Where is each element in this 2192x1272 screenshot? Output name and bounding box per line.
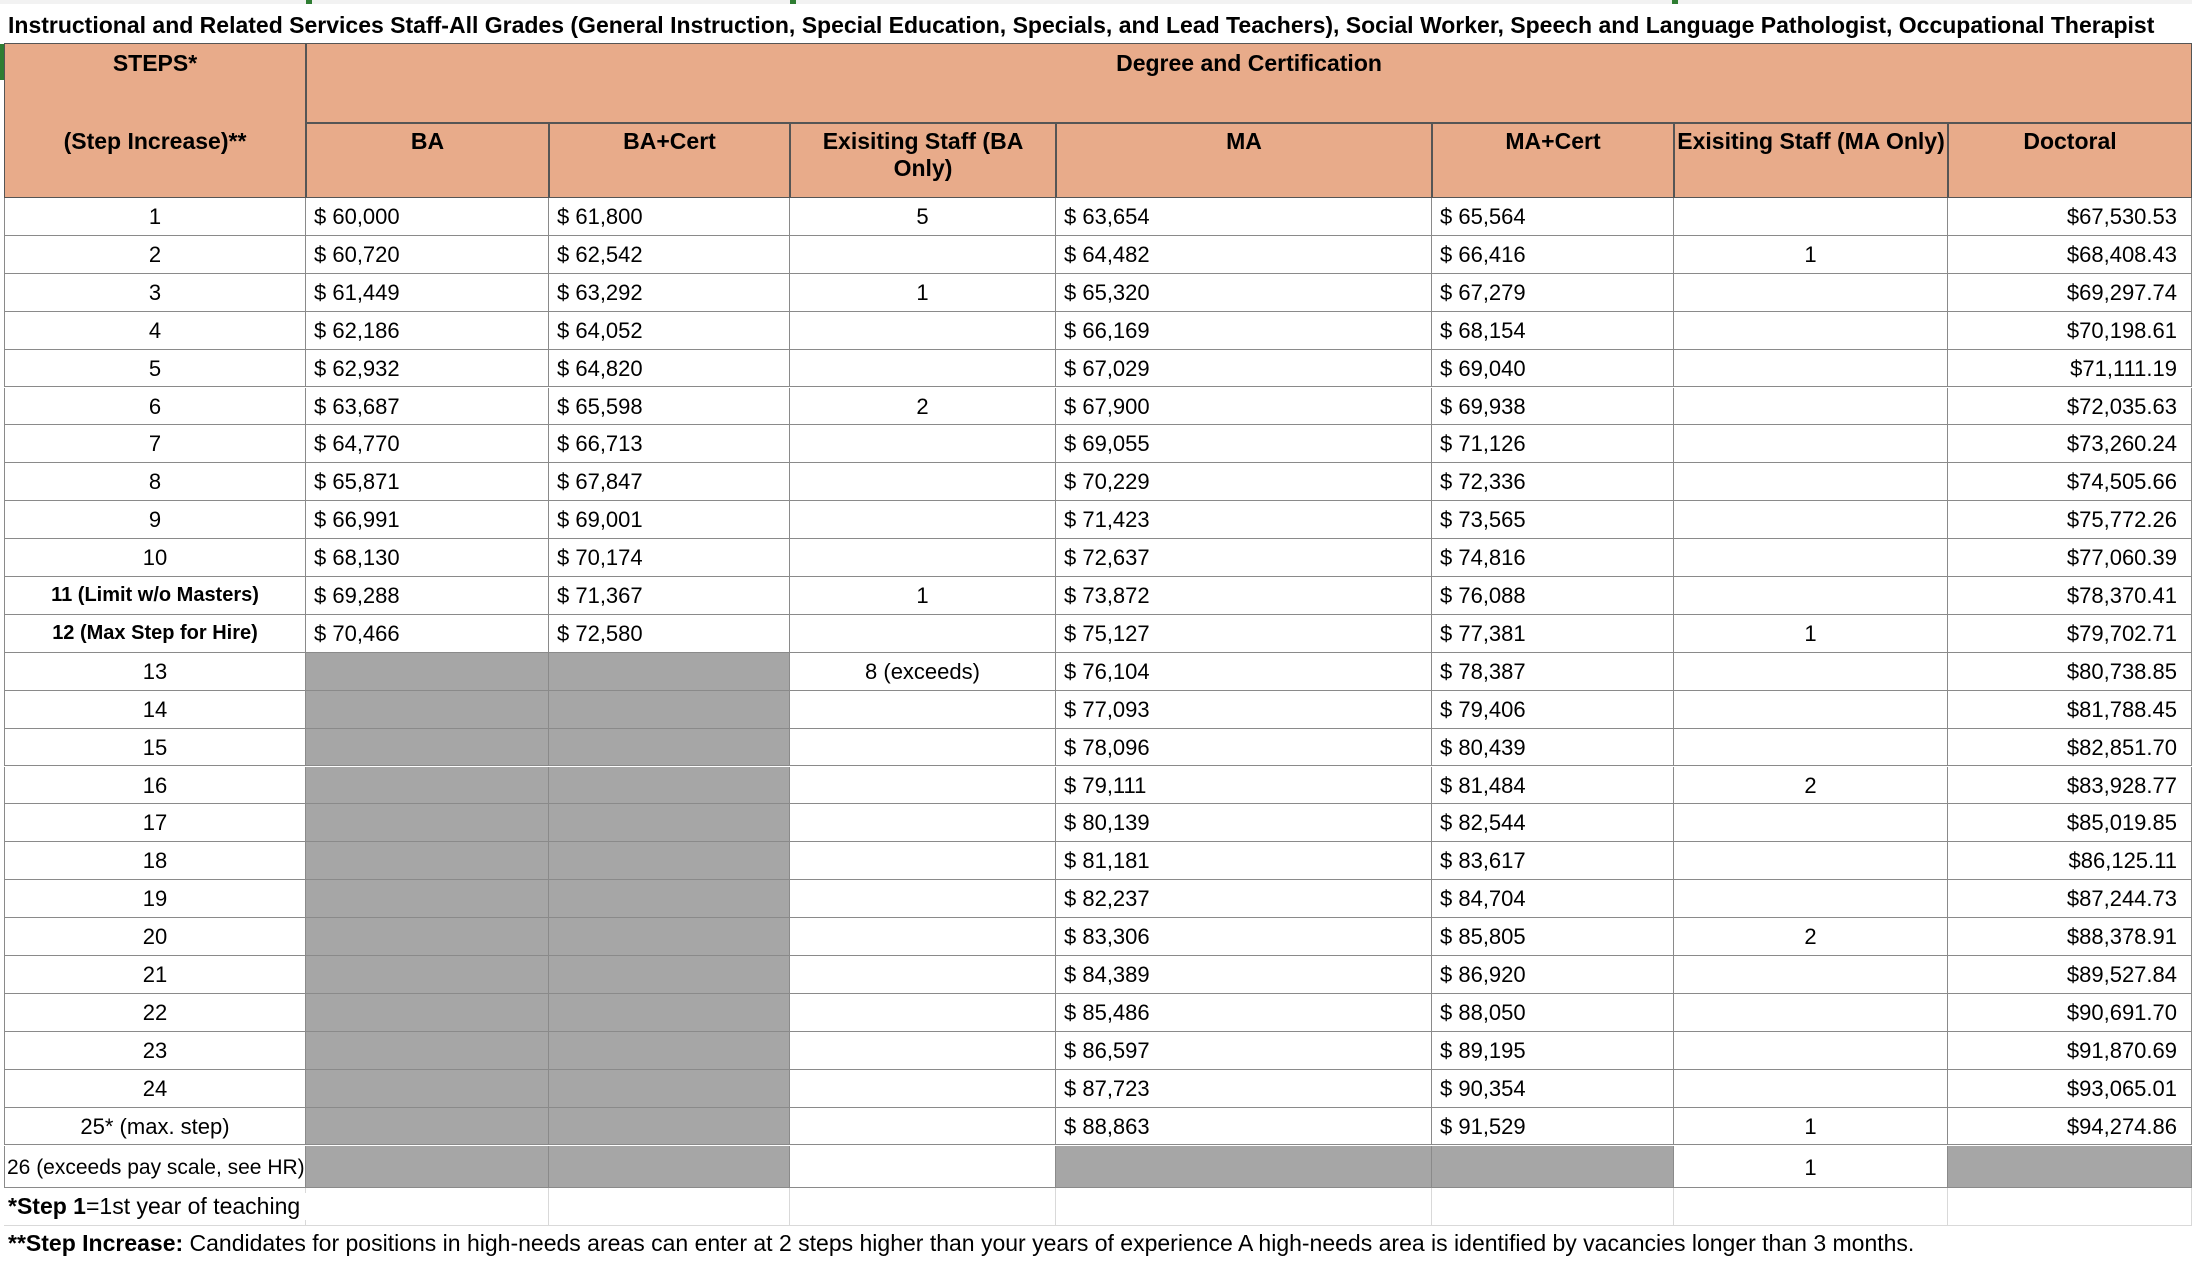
ba-cert-cell[interactable]: $ 64,820 xyxy=(549,350,790,388)
ba-cert-cell[interactable]: $ 69,001 xyxy=(549,501,790,539)
ma-cert-cell[interactable]: $ 73,565 xyxy=(1432,501,1674,539)
ma-cert-cell[interactable]: $ 72,336 xyxy=(1432,463,1674,501)
header-ba-cert[interactable]: BA+Cert xyxy=(549,123,790,198)
ba-cell[interactable] xyxy=(306,994,549,1032)
doctoral-cell[interactable]: $69,297.74 xyxy=(1948,274,2192,312)
existing-staff-ma-cell[interactable] xyxy=(1674,691,1948,729)
ba-cell[interactable] xyxy=(306,729,549,767)
existing-staff-ma-cell[interactable]: 1 xyxy=(1674,1108,1948,1146)
doctoral-cell[interactable]: $68,408.43 xyxy=(1948,236,2192,274)
note-step-increase-text: Candidates for positions in high-needs areas can enter at 2 steps higher than your years of experience A high-needs area is identified by vacancies longer than 3 months. xyxy=(183,1229,1915,1256)
step-cell[interactable]: 6 xyxy=(4,388,306,426)
ba-cell[interactable]: $ 68,130 xyxy=(306,539,549,577)
existing-staff-ma-cell[interactable] xyxy=(1674,729,1948,767)
doctoral-cell[interactable]: $80,738.85 xyxy=(1948,653,2192,691)
ma-cell[interactable]: $ 83,306 xyxy=(1056,918,1432,956)
existing-staff-ba-cell[interactable] xyxy=(790,1146,1056,1188)
step-cell[interactable]: 8 xyxy=(4,463,306,501)
ma-cell[interactable]: $ 76,104 xyxy=(1056,653,1432,691)
doctoral-cell[interactable]: $82,851.70 xyxy=(1948,729,2192,767)
header-existing-staff-ma[interactable]: Exisiting Staff (MA Only) xyxy=(1674,123,1948,198)
existing-staff-ba-cell[interactable]: 5 xyxy=(790,198,1056,236)
ba-cell[interactable] xyxy=(306,804,549,842)
ba-cert-cell[interactable]: $ 65,598 xyxy=(549,388,790,426)
existing-staff-ba-cell[interactable]: 1 xyxy=(790,577,1056,615)
existing-staff-ba-cell[interactable] xyxy=(790,691,1056,729)
existing-staff-ma-cell[interactable] xyxy=(1674,1032,1948,1070)
doctoral-cell[interactable] xyxy=(1948,1146,2192,1188)
ma-cell[interactable]: $ 64,482 xyxy=(1056,236,1432,274)
header-ba[interactable]: BA xyxy=(306,123,549,198)
ma-cert-cell[interactable]: $ 80,439 xyxy=(1432,729,1674,767)
step-cell[interactable]: 10 xyxy=(4,539,306,577)
ba-cell[interactable]: $ 63,687 xyxy=(306,388,549,426)
ba-cert-cell[interactable] xyxy=(549,1146,790,1188)
ma-cell[interactable]: $ 67,029 xyxy=(1056,350,1432,388)
ma-cert-cell[interactable]: $ 69,040 xyxy=(1432,350,1674,388)
ma-cell[interactable]: $ 75,127 xyxy=(1056,615,1432,653)
ma-cell[interactable]: $ 79,111 xyxy=(1056,767,1432,805)
ma-cert-cell[interactable]: $ 67,279 xyxy=(1432,274,1674,312)
note-step-increase-label: **Step Increase: xyxy=(8,1229,184,1256)
steps-header[interactable] xyxy=(4,43,306,198)
existing-staff-ba-cell[interactable] xyxy=(790,350,1056,388)
step-cell[interactable]: 13 xyxy=(4,653,306,691)
step-cell[interactable]: 18 xyxy=(4,842,306,880)
existing-staff-ma-cell[interactable] xyxy=(1674,388,1948,426)
existing-staff-ba-cell[interactable] xyxy=(790,918,1056,956)
existing-staff-ma-cell[interactable] xyxy=(1674,994,1948,1032)
ba-cert-cell[interactable] xyxy=(549,1108,790,1146)
note-step-1-text: =1st year of teaching xyxy=(85,1192,301,1219)
step-cell[interactable]: 3 xyxy=(4,274,306,312)
steps-label: STEPS* xyxy=(112,50,198,76)
ma-cell[interactable]: $ 85,486 xyxy=(1056,994,1432,1032)
doctoral-cell[interactable]: $94,274.86 xyxy=(1948,1108,2192,1146)
ba-cert-cell[interactable] xyxy=(549,842,790,880)
doctoral-cell[interactable]: $77,060.39 xyxy=(1948,539,2192,577)
ma-cell[interactable]: $ 69,055 xyxy=(1056,425,1432,463)
ba-cell[interactable] xyxy=(306,1070,549,1108)
existing-staff-ma-cell[interactable] xyxy=(1674,653,1948,691)
selected-column-marker xyxy=(1672,0,1678,4)
existing-staff-ba-cell[interactable] xyxy=(790,1070,1056,1108)
ma-cert-cell[interactable]: $ 79,406 xyxy=(1432,691,1674,729)
ma-cert-cell[interactable]: $ 65,564 xyxy=(1432,198,1674,236)
existing-staff-ba-cell[interactable] xyxy=(790,956,1056,994)
ma-cert-cell[interactable]: $ 84,704 xyxy=(1432,880,1674,918)
ba-cell[interactable]: $ 62,186 xyxy=(306,312,549,350)
note-step-increase[interactable] xyxy=(8,1230,1914,1257)
ma-cert-cell[interactable]: $ 81,484 xyxy=(1432,767,1674,805)
step-cell[interactable]: 14 xyxy=(4,691,306,729)
existing-staff-ma-cell[interactable]: 2 xyxy=(1674,767,1948,805)
existing-staff-ba-cell[interactable] xyxy=(790,880,1056,918)
ma-cell[interactable]: $ 72,637 xyxy=(1056,539,1432,577)
header-ma-cert[interactable]: MA+Cert xyxy=(1432,123,1674,198)
ba-cert-cell[interactable]: $ 62,542 xyxy=(549,236,790,274)
ma-cert-cell[interactable]: $ 85,805 xyxy=(1432,918,1674,956)
ma-cell[interactable]: $ 88,863 xyxy=(1056,1108,1432,1146)
ba-cell[interactable]: $ 60,720 xyxy=(306,236,549,274)
step-cell[interactable]: 9 xyxy=(4,501,306,539)
ba-cell[interactable] xyxy=(306,956,549,994)
existing-staff-ba-cell[interactable] xyxy=(790,729,1056,767)
ma-cert-cell[interactable]: $ 69,938 xyxy=(1432,388,1674,426)
ma-cert-cell[interactable]: $ 91,529 xyxy=(1432,1108,1674,1146)
degree-certification-header[interactable]: Degree and Certification xyxy=(306,43,2192,123)
ma-cell[interactable]: $ 63,654 xyxy=(1056,198,1432,236)
existing-staff-ba-cell[interactable] xyxy=(790,804,1056,842)
ba-cert-cell[interactable]: $ 64,052 xyxy=(549,312,790,350)
ma-cell[interactable]: $ 82,237 xyxy=(1056,880,1432,918)
ba-cell[interactable] xyxy=(306,918,549,956)
footer-grid-cell xyxy=(790,1188,1056,1226)
existing-staff-ba-cell[interactable] xyxy=(790,767,1056,805)
step-cell[interactable]: 16 xyxy=(4,767,306,805)
step-increase-label: (Step Increase)** xyxy=(63,128,247,154)
doctoral-cell[interactable]: $90,691.70 xyxy=(1948,994,2192,1032)
existing-staff-ba-cell[interactable] xyxy=(790,1108,1056,1146)
ba-cert-cell[interactable] xyxy=(549,994,790,1032)
doctoral-cell[interactable]: $93,065.01 xyxy=(1948,1070,2192,1108)
selected-column-marker xyxy=(790,0,796,4)
ba-cert-cell[interactable] xyxy=(549,729,790,767)
existing-staff-ma-cell[interactable] xyxy=(1674,880,1948,918)
doctoral-cell[interactable]: $70,198.61 xyxy=(1948,312,2192,350)
ba-cert-cell[interactable]: $ 67,847 xyxy=(549,463,790,501)
ma-cert-cell[interactable]: $ 71,126 xyxy=(1432,425,1674,463)
ba-cell[interactable] xyxy=(306,880,549,918)
ma-cert-cell[interactable]: $ 88,050 xyxy=(1432,994,1674,1032)
ba-cell[interactable]: $ 69,288 xyxy=(306,577,549,615)
existing-staff-ma-cell[interactable] xyxy=(1674,312,1948,350)
step-cell[interactable]: 7 xyxy=(4,425,306,463)
existing-staff-ba-cell[interactable] xyxy=(790,312,1056,350)
doctoral-cell[interactable]: $72,035.63 xyxy=(1948,388,2192,426)
ma-cert-cell[interactable]: $ 68,154 xyxy=(1432,312,1674,350)
existing-staff-ma-cell[interactable]: 1 xyxy=(1674,1146,1948,1188)
step-cell[interactable]: 22 xyxy=(4,994,306,1032)
doctoral-cell[interactable]: $87,244.73 xyxy=(1948,880,2192,918)
step-cell[interactable]: 1 xyxy=(4,198,306,236)
doctoral-cell[interactable]: $74,505.66 xyxy=(1948,463,2192,501)
step-cell[interactable]: 24 xyxy=(4,1070,306,1108)
existing-staff-ma-cell[interactable] xyxy=(1674,577,1948,615)
doctoral-cell[interactable]: $89,527.84 xyxy=(1948,956,2192,994)
ma-cert-cell[interactable]: $ 77,381 xyxy=(1432,615,1674,653)
existing-staff-ma-cell[interactable]: 2 xyxy=(1674,918,1948,956)
ma-cell[interactable]: $ 87,723 xyxy=(1056,1070,1432,1108)
ba-cell[interactable]: $ 65,871 xyxy=(306,463,549,501)
ba-cert-cell[interactable] xyxy=(549,880,790,918)
existing-staff-ma-cell[interactable] xyxy=(1674,425,1948,463)
note-step-1[interactable] xyxy=(8,1193,306,1220)
ma-cert-cell[interactable] xyxy=(1432,1146,1674,1188)
ba-cert-cell[interactable] xyxy=(549,1032,790,1070)
ba-cell[interactable]: $ 66,991 xyxy=(306,501,549,539)
step-cell[interactable]: 17 xyxy=(4,804,306,842)
doctoral-cell[interactable]: $75,772.26 xyxy=(1948,501,2192,539)
ba-cert-cell[interactable] xyxy=(549,956,790,994)
ba-cell[interactable] xyxy=(306,1032,549,1070)
existing-staff-ma-cell[interactable] xyxy=(1674,463,1948,501)
ba-cell[interactable]: $ 60,000 xyxy=(306,198,549,236)
existing-staff-ba-cell[interactable] xyxy=(790,236,1056,274)
doctoral-cell[interactable]: $81,788.45 xyxy=(1948,691,2192,729)
existing-staff-ba-cell[interactable] xyxy=(790,463,1056,501)
ba-cell[interactable] xyxy=(306,1108,549,1146)
ba-cert-cell[interactable] xyxy=(549,804,790,842)
ma-cert-cell[interactable]: $ 90,354 xyxy=(1432,1070,1674,1108)
ma-cert-cell[interactable]: $ 78,387 xyxy=(1432,653,1674,691)
doctoral-cell[interactable]: $88,378.91 xyxy=(1948,918,2192,956)
existing-staff-ba-cell[interactable] xyxy=(790,1032,1056,1070)
ma-cell[interactable]: $ 81,181 xyxy=(1056,842,1432,880)
ba-cell[interactable]: $ 61,449 xyxy=(306,274,549,312)
doctoral-cell[interactable]: $79,702.71 xyxy=(1948,615,2192,653)
ba-cert-cell[interactable]: $ 61,800 xyxy=(549,198,790,236)
existing-staff-ma-cell[interactable] xyxy=(1674,804,1948,842)
step-cell[interactable]: 11 (Limit w/o Masters) xyxy=(4,577,306,615)
step-cell[interactable]: 12 (Max Step for Hire) xyxy=(4,615,306,653)
ba-cell[interactable] xyxy=(306,767,549,805)
ma-cell[interactable]: $ 66,169 xyxy=(1056,312,1432,350)
doctoral-cell[interactable]: $86,125.11 xyxy=(1948,842,2192,880)
existing-staff-ba-cell[interactable] xyxy=(790,539,1056,577)
existing-staff-ba-cell[interactable] xyxy=(790,842,1056,880)
existing-staff-ba-cell[interactable] xyxy=(790,994,1056,1032)
ba-cert-cell[interactable] xyxy=(549,691,790,729)
ba-cell[interactable]: $ 70,466 xyxy=(306,615,549,653)
ba-cell[interactable] xyxy=(306,691,549,729)
ma-cert-cell[interactable]: $ 76,088 xyxy=(1432,577,1674,615)
ma-cert-cell[interactable]: $ 82,544 xyxy=(1432,804,1674,842)
step-cell[interactable]: 2 xyxy=(4,236,306,274)
ba-cert-cell[interactable] xyxy=(549,918,790,956)
ma-cert-cell[interactable]: $ 83,617 xyxy=(1432,842,1674,880)
ma-cert-cell[interactable]: $ 74,816 xyxy=(1432,539,1674,577)
ba-cert-cell[interactable] xyxy=(549,767,790,805)
step-cell[interactable]: 23 xyxy=(4,1032,306,1070)
step-cell[interactable]: 5 xyxy=(4,350,306,388)
note-step-1-label: *Step 1 xyxy=(8,1192,86,1219)
header-existing-staff-ba[interactable]: Exisiting Staff (BA Only) xyxy=(790,123,1056,198)
doctoral-cell[interactable]: $85,019.85 xyxy=(1948,804,2192,842)
step-cell[interactable]: 4 xyxy=(4,312,306,350)
footer-grid-cell xyxy=(1056,1188,1432,1226)
selected-column-marker xyxy=(306,0,312,4)
existing-staff-ba-cell[interactable] xyxy=(790,501,1056,539)
step-cell[interactable]: 15 xyxy=(4,729,306,767)
existing-staff-ma-cell[interactable]: 1 xyxy=(1674,236,1948,274)
sheet-title[interactable]: Instructional and Related Services Staff-All Grades (General Instruction, Special Education, Specials, and Lead Teachers), Social Worker, Speech and Language Pathologist, Occupational Therapist xyxy=(8,12,2155,38)
ma-cell[interactable]: $ 70,229 xyxy=(1056,463,1432,501)
footer-grid-cell xyxy=(549,1188,790,1226)
step-cell[interactable]: 20 xyxy=(4,918,306,956)
existing-staff-ma-cell[interactable] xyxy=(1674,350,1948,388)
ma-cell[interactable]: $ 84,389 xyxy=(1056,956,1432,994)
existing-staff-ma-cell[interactable] xyxy=(1674,501,1948,539)
ma-cell[interactable]: $ 65,320 xyxy=(1056,274,1432,312)
doctoral-cell[interactable]: $71,111.19 xyxy=(1948,350,2192,388)
existing-staff-ba-cell[interactable]: 1 xyxy=(790,274,1056,312)
existing-staff-ma-cell[interactable] xyxy=(1674,842,1948,880)
existing-staff-ma-cell[interactable] xyxy=(1674,539,1948,577)
footer-grid-cell xyxy=(306,1188,549,1226)
footer-grid-cell xyxy=(1432,1188,1674,1226)
step-cell[interactable]: 26 (exceeds pay scale, see HR) xyxy=(4,1146,306,1188)
ma-cell[interactable]: $ 80,139 xyxy=(1056,804,1432,842)
ma-cell[interactable]: $ 71,423 xyxy=(1056,501,1432,539)
doctoral-cell[interactable]: $67,530.53 xyxy=(1948,198,2192,236)
ba-cell[interactable] xyxy=(306,1146,549,1188)
doctoral-cell[interactable]: $91,870.69 xyxy=(1948,1032,2192,1070)
ma-cell[interactable]: $ 86,597 xyxy=(1056,1032,1432,1070)
ba-cell[interactable]: $ 62,932 xyxy=(306,350,549,388)
ma-cell[interactable] xyxy=(1056,1146,1432,1188)
existing-staff-ma-cell[interactable] xyxy=(1674,956,1948,994)
ma-cell[interactable]: $ 73,872 xyxy=(1056,577,1432,615)
step-cell[interactable]: 21 xyxy=(4,956,306,994)
existing-staff-ma-cell[interactable]: 1 xyxy=(1674,615,1948,653)
ma-cell[interactable]: $ 67,900 xyxy=(1056,388,1432,426)
ba-cert-cell[interactable] xyxy=(549,1070,790,1108)
footer-grid-cell xyxy=(1674,1188,1948,1226)
ma-cert-cell[interactable]: $ 86,920 xyxy=(1432,956,1674,994)
ma-cell[interactable]: $ 78,096 xyxy=(1056,729,1432,767)
existing-staff-ma-cell[interactable] xyxy=(1674,274,1948,312)
existing-staff-ba-cell[interactable] xyxy=(790,615,1056,653)
ba-cert-cell[interactable]: $ 70,174 xyxy=(549,539,790,577)
existing-staff-ba-cell[interactable]: 8 (exceeds) xyxy=(790,653,1056,691)
ba-cert-cell[interactable]: $ 72,580 xyxy=(549,615,790,653)
doctoral-cell[interactable]: $78,370.41 xyxy=(1948,577,2192,615)
footer-grid-cell xyxy=(1948,1188,2192,1226)
header-ma[interactable]: MA xyxy=(1056,123,1432,198)
existing-staff-ma-cell[interactable] xyxy=(1674,1070,1948,1108)
doctoral-cell[interactable]: $83,928.77 xyxy=(1948,767,2192,805)
header-doctoral[interactable]: Doctoral xyxy=(1948,123,2192,198)
step-cell[interactable]: 25* (max. step) xyxy=(4,1108,306,1146)
ba-cell[interactable]: $ 64,770 xyxy=(306,425,549,463)
existing-staff-ba-cell[interactable]: 2 xyxy=(790,388,1056,426)
existing-staff-ma-cell[interactable] xyxy=(1674,198,1948,236)
ma-cell[interactable]: $ 77,093 xyxy=(1056,691,1432,729)
ba-cell[interactable] xyxy=(306,842,549,880)
ba-cert-cell[interactable]: $ 71,367 xyxy=(549,577,790,615)
step-cell[interactable]: 19 xyxy=(4,880,306,918)
ba-cert-cell[interactable]: $ 66,713 xyxy=(549,425,790,463)
ma-cert-cell[interactable]: $ 89,195 xyxy=(1432,1032,1674,1070)
doctoral-cell[interactable]: $73,260.24 xyxy=(1948,425,2192,463)
ba-cell[interactable] xyxy=(306,653,549,691)
ba-cert-cell[interactable]: $ 63,292 xyxy=(549,274,790,312)
ba-cert-cell[interactable] xyxy=(549,653,790,691)
existing-staff-ba-cell[interactable] xyxy=(790,425,1056,463)
ma-cert-cell[interactable]: $ 66,416 xyxy=(1432,236,1674,274)
column-header-strip xyxy=(0,0,2192,4)
